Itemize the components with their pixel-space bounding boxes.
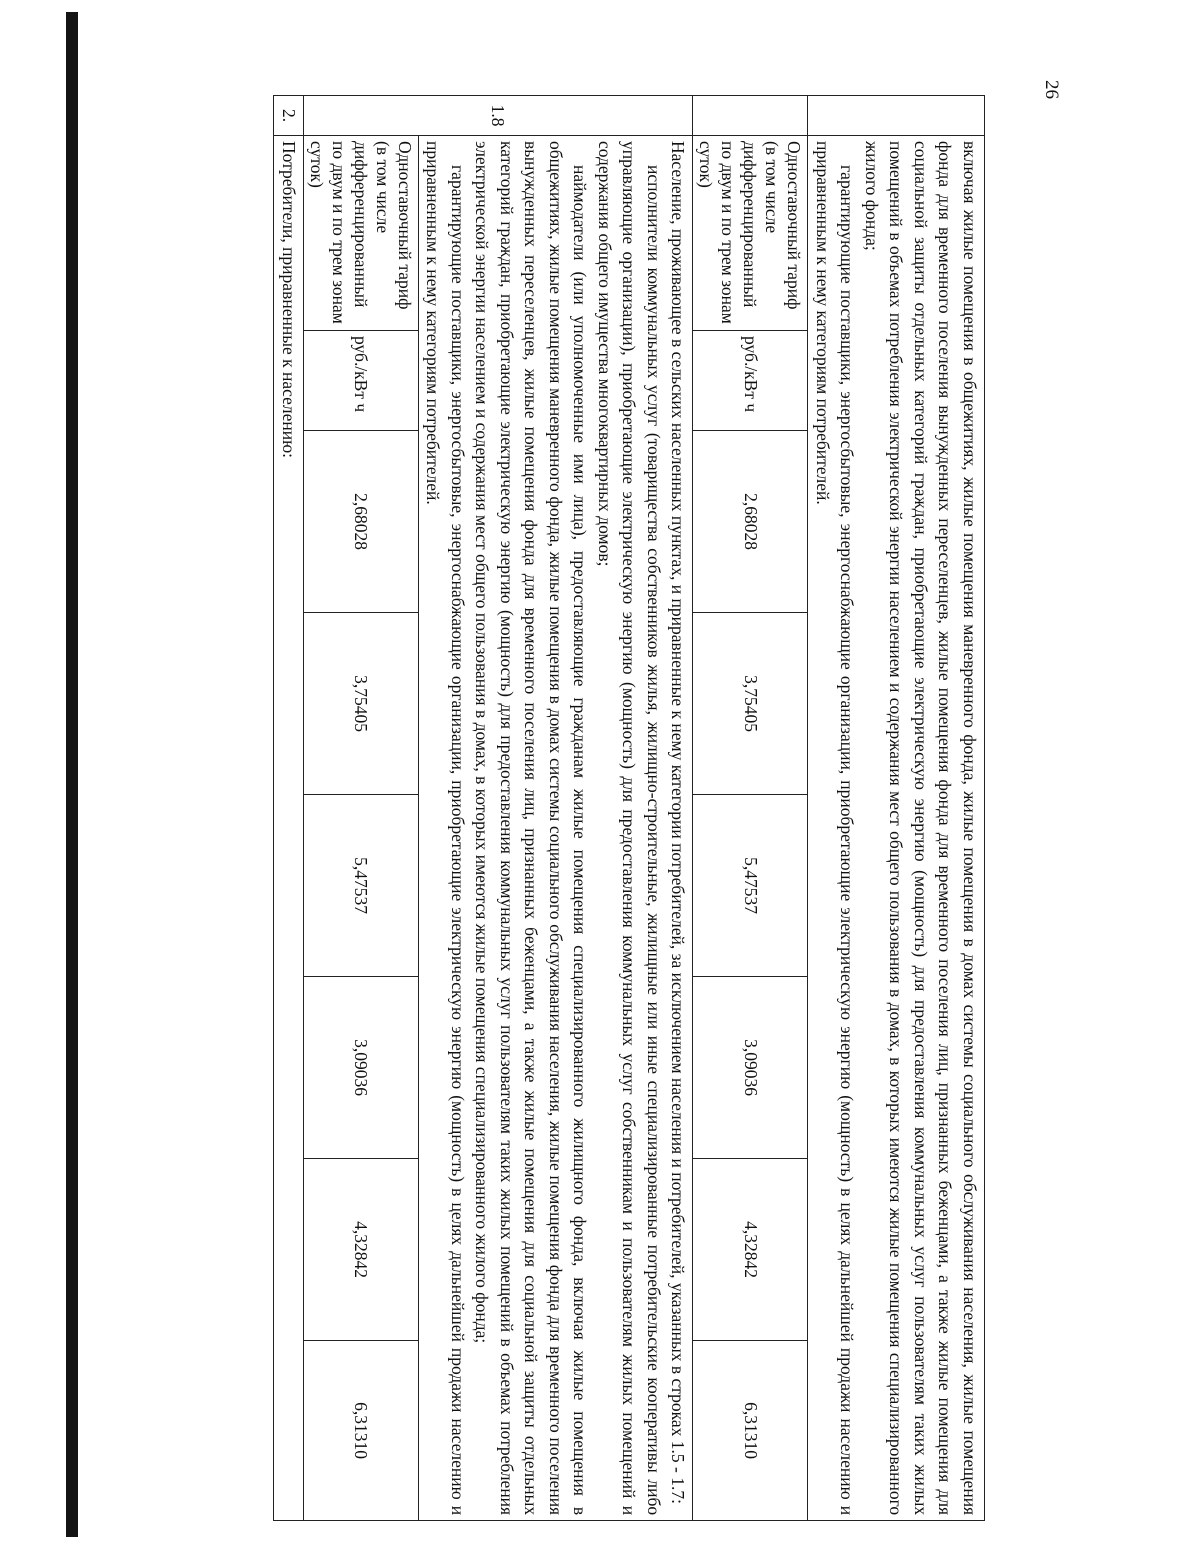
- tariff-value: 5,47537: [693, 795, 808, 977]
- scan-binding-edge: [66, 12, 78, 1537]
- description-paragraph: Население, проживающее в сельских населенных пунктах, и приравненные к нему категории потребителей, за исключением населения и потребителей, указанных в строках 1.5 - 1.7:: [668, 141, 689, 1504]
- row-number-cell: [693, 96, 808, 136]
- tariff-value: 4,32842: [693, 1159, 808, 1341]
- description-paragraph: исполнители коммунальных услуг (товарищества собственников жилья, жилищно-строительные, жилищные или иные специализированные потребительские кооперативы либо управляющие организации), приобретающие электрическую энергию (мощность) для предоставления коммунальных услуг собственникам и пользователям жилых помещений и содержания общего имущества многоквартирных домов;: [595, 141, 664, 1516]
- description-cell: [419, 136, 694, 1521]
- tariff-value: 3,09036: [304, 977, 419, 1159]
- tariff-value: 6,31310: [693, 1341, 808, 1521]
- table-row-tariff: [693, 96, 808, 1521]
- tariff-value: 3,09036: [693, 977, 808, 1159]
- table-row-continued-description: [808, 96, 985, 1521]
- tariff-value: 2,68028: [693, 431, 808, 613]
- description-paragraph: гарантирующие поставщики, энергосбытовые, энергоснабжающие организации, приобретающие электрическую энергию (мощность) в целях дальнейшей продажи населению и приравненным к нему категориям потребителей.: [423, 141, 468, 1516]
- row-number-cell: [808, 96, 985, 136]
- table-row-tariff: [304, 96, 419, 1521]
- description-paragraph: наймодатели (или уполномоченные ими лица), предоставляющие гражданам жилые помещения специализированного жилищного фонда, включая жилые помещения в общежитиях, жилые помещения маневренного фонда, жилые помещения в домах системы социального обслуживания населения, жилые помещения фонда для временного поселения вынужденных переселенцев, жилые помещения фонда для временного поселения лиц, признанных беженцами, а также жилые помещения для социальной защиты отдельных категорий граждан, приобретающие электрическую энергию (мощность) для предоставления коммунальных услуг пользователям таких жилых помещений в объемах потребления электрической энергии населением и содержания мест общего пользования в домах, в которых имеются жилые помещения специализированного жилого фонда;: [472, 141, 591, 1516]
- tariff-label: Одноставочный тариф (в том числе дифференцированный по двум и по трем зонам суток): [693, 136, 808, 331]
- tariff-value: 5,47537: [304, 795, 419, 977]
- description-cell: Потребители, приравненные к населению:: [274, 136, 304, 1521]
- description-paragraph: гарантирующие поставщики, энергосбытовые, энергоснабжающие организации, приобретающие электрическую энергию (мощность) в целях дальнейшей продажи населению и приравненным к нему категориям потребителей.: [813, 141, 858, 1516]
- tariff-value: 6,31310: [304, 1341, 419, 1521]
- row-number-cell: 2.: [274, 96, 304, 136]
- tariff-value: 4,32842: [304, 1159, 419, 1341]
- tariff-value: 3,75405: [304, 613, 419, 795]
- description-cell: [808, 136, 985, 1521]
- tariff-value: 3,75405: [693, 613, 808, 795]
- page-number: 26: [1041, 80, 1062, 99]
- tariff-unit: руб./кВт ч: [304, 331, 419, 431]
- table-row-2: [274, 96, 304, 1521]
- row-number-cell: 1.8: [304, 96, 694, 136]
- description-paragraph: включая жилые помещения в общежитиях, жилые помещения маневренного фонда, жилые помещения в домах системы социального обслуживания населения, жилые помещения фонда для временного поселения вынужденных переселенцев, жилые помещения фонда для временного поселения лиц, признанных беженцами, а также жилые помещения для социальной защиты отдельных категорий граждан, приобретающие электрическую энергию (мощность) для предоставления коммунальных услуг пользователям таких жилых помещений в объемах потребления электрической энергии населением и содержания мест общего пользования в домах, в которых имеются жилые помещения специализированного жилого фонда;: [862, 141, 980, 1516]
- tariff-table: [274, 95, 986, 1521]
- rotated-page-content: [120, 95, 985, 1520]
- tariff-unit: руб./кВт ч: [693, 331, 808, 431]
- table-row-1-8: [419, 96, 694, 1521]
- tariff-value: 2,68028: [304, 431, 419, 613]
- tariff-label: Одноставочный тариф (в том числе дифференцированный по двум и по трем зонам суток): [304, 136, 419, 331]
